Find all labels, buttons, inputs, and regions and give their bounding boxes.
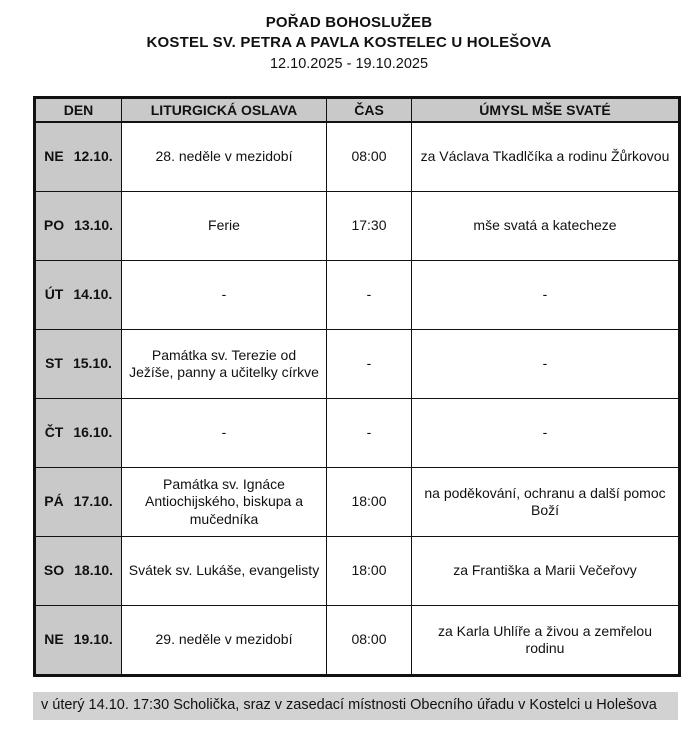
day-cell [35,606,122,676]
time-cell: - [327,399,412,468]
time-cell: - [327,261,412,330]
day-abbreviation: PÁ [44,493,64,510]
day-date: 19.10. [73,631,113,648]
liturgy-cell: Ferie [122,192,327,261]
table-row [35,606,680,676]
intention-cell: za Václava Tkadlčíka a rodinu Žůrkovou [412,122,680,192]
day-abbreviation: SO [43,562,65,579]
footer-note-text: v úterý 14.10. 17:30 Scholička, sraz v zasedací místnosti Obecního úřadu v Kostelci u Holešova [41,697,657,713]
column-header-day: DEN [35,98,122,123]
intention-cell: mše svatá a katecheze [412,192,680,261]
column-header-intention: ÚMYSL MŠE SVATÉ [412,98,680,123]
intention-cell: na poděkování, ochranu a další pomoc Boží [412,468,680,537]
intention-cell: - [412,330,680,399]
liturgy-cell: Svátek sv. Lukáše, evangelisty [122,537,327,606]
time-cell: - [327,330,412,399]
schedule-table-body [35,122,680,676]
table-row [35,468,680,537]
day-cell [35,399,122,468]
day-cell [35,537,122,606]
page-title: POŘAD BOHOSLUŽEB [265,14,433,31]
intention-cell: - [412,261,680,330]
day-cell [35,330,122,399]
time-cell: 18:00 [327,468,412,537]
table-row [35,399,680,468]
liturgy-cell: Památka sv. Ignáce Antiochijského, biskupa a mučedníka [122,468,327,537]
table-row [35,261,680,330]
day-date: 16.10. [73,424,113,441]
table-row [35,537,680,606]
day-cell [35,261,122,330]
intention-cell: - [412,399,680,468]
day-abbreviation: NE [44,148,64,165]
footer-note [33,692,678,720]
liturgy-cell: - [122,399,327,468]
intention-cell: za Františka a Marii Večeřovy [412,537,680,606]
table-row [35,330,680,399]
liturgy-cell: 29. neděle v mezidobí [122,606,327,676]
church-name: KOSTEL SV. PETRA A PAVLA KOSTELEC U HOLEŠOVA [146,34,552,51]
table-row [35,192,680,261]
time-cell: 17:30 [327,192,412,261]
day-cell [35,468,122,537]
day-abbreviation: ST [45,355,63,372]
table-header-row [35,98,680,123]
day-cell [35,122,122,192]
column-header-liturgy: LITURGICKÁ OSLAVA [122,98,327,123]
liturgy-cell: 28. neděle v mezidobí [122,122,327,192]
time-cell: 08:00 [327,606,412,676]
column-header-time: ČAS [327,98,412,123]
day-date: 14.10. [73,286,113,303]
day-date: 17.10. [73,493,113,510]
day-abbreviation: PO [43,217,65,234]
day-abbreviation: ÚT [44,286,64,303]
table-row [35,122,680,192]
liturgy-cell: - [122,261,327,330]
day-date: 12.10. [73,148,113,165]
date-range: 12.10.2025 - 19.10.2025 [269,56,429,72]
day-date: 18.10. [74,562,114,579]
time-cell: 18:00 [327,537,412,606]
liturgy-cell: Památka sv. Terezie od Ježíše, panny a učitelky církve [122,330,327,399]
time-cell: 08:00 [327,122,412,192]
day-abbreviation: ČT [44,424,64,441]
document-header [0,0,698,74]
day-date: 15.10. [72,355,112,372]
day-date: 13.10. [74,217,114,234]
intention-cell: za Karla Uhlíře a živou a zemřelou rodinu [412,606,680,676]
day-abbreviation: NE [44,631,64,648]
day-cell [35,192,122,261]
schedule-table [33,96,681,677]
